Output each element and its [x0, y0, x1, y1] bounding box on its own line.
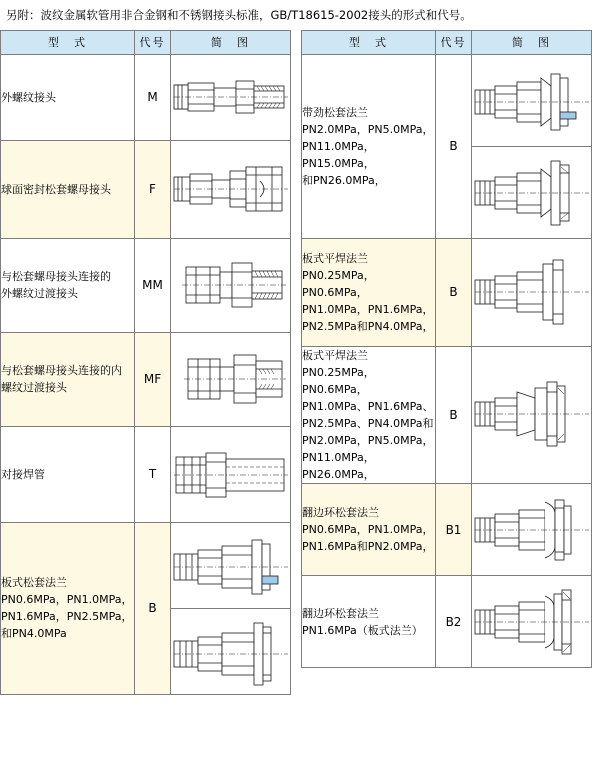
- row-type-label: [1, 522, 135, 694]
- ribbed-loose-flange-figure-group: [472, 54, 592, 238]
- table-row: [1, 238, 291, 332]
- row-type-label: [302, 346, 436, 483]
- threaded-male-joint-figure: [171, 54, 291, 140]
- header-code: 代号: [436, 30, 472, 54]
- row-code: B: [135, 522, 171, 694]
- row-type-label: [1, 238, 135, 332]
- table-row: [302, 54, 592, 238]
- plate-flat-weld-flange-figure: [472, 238, 592, 346]
- butt-weld-pipe-figure: [171, 426, 291, 522]
- header-figure: 简 图: [171, 30, 291, 54]
- row-type-line-6: PN11.0MPa，PN26.0MPa，: [302, 451, 375, 482]
- plate-flat-weld-flange-figure-2: [472, 346, 592, 483]
- row-code: B: [436, 346, 472, 483]
- row-type-line-5: PN2.0MPa，PN5.0MPa，: [302, 434, 434, 448]
- row-type-line-3: PN1.6MPa，PN2.5MPa，: [1, 610, 133, 624]
- row-type-line-1: 翻边环松套法兰: [302, 506, 379, 520]
- table-row: [1, 140, 291, 238]
- table-row: [1, 426, 291, 522]
- row-type-label: [302, 54, 436, 238]
- table-row: [302, 238, 592, 346]
- row-type-line-1: 带劲松套法兰: [302, 105, 368, 119]
- row-code: B: [436, 238, 472, 346]
- row-type-line-2: 外螺纹过渡接头: [1, 287, 78, 301]
- row-type-line-1: 板式平焊法兰: [302, 348, 368, 362]
- row-type-line-3: PN1.6MPa和PN2.0MPa，: [302, 540, 434, 554]
- plate-loose-flange-figure: [171, 522, 291, 694]
- table-row: [1, 54, 291, 140]
- row-type-line-2: PN1.6MPa（板式法兰）: [302, 623, 423, 637]
- row-code: T: [135, 426, 171, 522]
- right-table: [301, 30, 592, 668]
- row-type-line-4: 和PN4.0MPa: [1, 627, 67, 641]
- row-type-line-2: PN0.6MPa，PN1.0MPa，: [302, 523, 434, 537]
- ribbed-loose-flange-figure-2: [472, 147, 591, 237]
- row-type-line-3: PN1.0MPa，PN1.6MPa，: [302, 302, 434, 316]
- row-type-line-4: PN2.5MPa、PN4.0MPa和: [302, 417, 434, 431]
- table-header-row: [302, 30, 592, 54]
- row-type-label: [302, 484, 436, 576]
- header-type: 型 式: [1, 30, 135, 54]
- row-type-label: 球面密封松套螺母接头: [1, 140, 135, 238]
- row-type-line-1: 板式平焊法兰: [302, 251, 368, 265]
- table-header-row: [1, 30, 291, 54]
- table-row: [1, 332, 291, 426]
- left-table-container: [0, 30, 291, 695]
- female-thread-transition-joint-figure: [171, 332, 291, 426]
- row-code: M: [135, 54, 171, 140]
- table-row: [302, 576, 592, 668]
- header-figure: 简 图: [472, 30, 592, 54]
- right-table-container: [301, 30, 592, 695]
- plate-loose-flange-figure-top: [171, 524, 290, 609]
- row-code: B: [436, 54, 472, 238]
- table-row: [302, 346, 592, 483]
- spherical-seal-union-nut-joint-figure: [171, 140, 291, 238]
- header-code: 代号: [135, 30, 171, 54]
- row-code: MM: [135, 238, 171, 332]
- row-type-line-2: PN0.25MPa，PN0.6MPa，: [302, 268, 375, 299]
- row-type-label: [1, 332, 135, 426]
- row-type-line-4: 和PN26.0MPa，: [302, 174, 386, 187]
- row-type-label: 外螺纹接头: [1, 54, 135, 140]
- row-code: B1: [436, 484, 472, 576]
- two-column-tables: [0, 30, 600, 695]
- row-type-line-2: PN0.6MPa，PN1.0MPa，: [1, 593, 133, 607]
- row-type-line-1: 与松套螺母接头连接的: [1, 270, 111, 284]
- table-row: [302, 484, 592, 576]
- table-row: [1, 522, 291, 694]
- row-type-label: [302, 576, 436, 668]
- row-type-line-2: PN2.0MPa，PN5.0MPa，: [302, 122, 434, 136]
- row-code: MF: [135, 332, 171, 426]
- left-table: [0, 30, 291, 695]
- flanged-ring-loose-flange-figure: [472, 484, 592, 576]
- row-type-label: [302, 238, 436, 346]
- male-thread-transition-joint-figure: [171, 238, 291, 332]
- ribbed-loose-flange-figure-1: [472, 56, 591, 147]
- row-type-label: 对接焊管: [1, 426, 135, 522]
- row-type-line-2: PN0.25MPa，PN0.6MPa，: [302, 365, 375, 397]
- row-type-line-2: 螺纹过渡接头: [1, 381, 67, 395]
- column-gap: [291, 30, 301, 695]
- plate-loose-flange-figure-bottom: [171, 609, 290, 693]
- row-code: F: [135, 140, 171, 238]
- row-type-line-3: PN1.0MPa、PN1.6MPa、: [302, 400, 434, 414]
- row-type-line-1: 与松套螺母接头连接的内: [1, 364, 122, 378]
- row-code: B2: [436, 576, 472, 668]
- row-type-line-4: PN2.5MPa和PN4.0MPa，: [302, 320, 434, 333]
- row-type-line-1: 板式松套法兰: [1, 576, 67, 590]
- row-type-line-1: 翻边环松套法兰: [302, 606, 379, 620]
- page-title: 另附：波纹金属软管用非合金钢和不锈钢接头标准，GB/T18615-2002接头的形式和代号。: [6, 8, 472, 22]
- row-type-line-3: PN11.0MPa，PN15.0MPa，: [302, 139, 375, 170]
- flanged-ring-loose-flange-b2-figure: [472, 576, 592, 668]
- header-type: 型 式: [302, 30, 436, 54]
